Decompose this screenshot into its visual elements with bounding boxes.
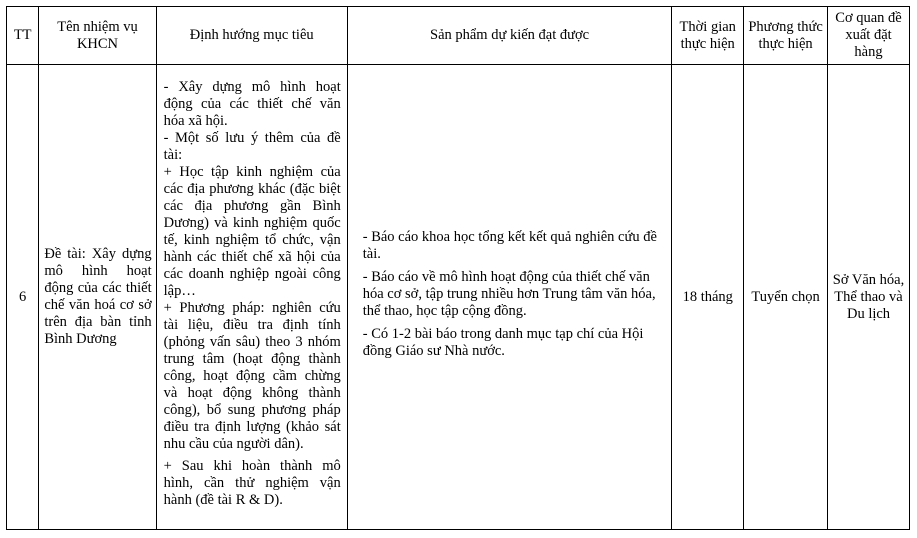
header-tt xyxy=(7,7,39,65)
header-product xyxy=(347,7,672,65)
header-tt-text: TT xyxy=(13,27,32,43)
cell-task-name xyxy=(39,65,156,530)
task-name-text: Đề tài: Xây dựng mô hình hoạt động của các thiết chế văn hoá cơ sở trên địa bàn tỉnh Bình Dương xyxy=(44,246,152,347)
row-number: 6 xyxy=(19,288,27,305)
task-table xyxy=(6,6,910,530)
header-method-text: Phương thức thực hiện xyxy=(748,18,823,52)
table-row xyxy=(7,65,910,530)
time-text: 18 tháng xyxy=(682,288,733,305)
goal-line: + Phương pháp: nghiên cứu tài liệu, điều tra định tính (phỏng vấn sâu) theo 3 nhóm trung tâm (hoạt động thành công, hoạt động cầm chừng và hoạt động không thành công), bổ sung phương pháp điều tra định lượng (khảo sát nhu cầu của người dân). xyxy=(163,300,341,452)
cell-tt xyxy=(7,65,39,530)
goal-line: + Sau khi hoàn thành mô hình, cần thử nghiệm vận hành (đề tài R & D). xyxy=(163,458,341,508)
header-task-name xyxy=(39,7,156,65)
document-page xyxy=(6,6,910,530)
header-agency-text: Cơ quan đề xuất đặt hàng xyxy=(835,10,902,60)
cell-goal xyxy=(156,65,347,530)
header-goal-text: Định hướng mục tiêu xyxy=(189,27,314,43)
goal-line: - Một số lưu ý thêm của đề tài: xyxy=(163,130,341,163)
cell-time xyxy=(672,65,744,530)
product-line: - Báo cáo khoa học tổng kết kết quả nghiên cứu đề tài. xyxy=(362,228,657,262)
header-time xyxy=(672,7,744,65)
cell-agency xyxy=(828,65,910,530)
header-time-text: Thời gian thực hiện xyxy=(679,18,736,52)
header-method xyxy=(744,7,828,65)
product-line: - Báo cáo về mô hình hoạt động của thiết chế văn hóa cơ sở, tập trung nhiều hơn Trung tâm văn hóa, thể thao, học tập cộng đồng. xyxy=(362,268,656,319)
header-agency xyxy=(828,7,910,65)
agency-text: Sở Văn hóa, Thể thao và Du lịch xyxy=(832,271,905,322)
header-goal xyxy=(156,7,347,65)
header-task-name-text: Tên nhiệm vụ KHCN xyxy=(57,18,138,52)
goal-line: - Xây dựng mô hình hoạt động của các thiết chế văn hóa xã hội. xyxy=(163,79,341,129)
product-line: - Có 1-2 bài báo trong danh mục tạp chí của Hội đồng Giáo sư Nhà nước. xyxy=(362,325,644,359)
table-header-row xyxy=(7,7,910,65)
goal-line: + Học tập kinh nghiệm của các địa phương khác (đặc biệt các địa phương gần Bình Dương) và kinh nghiệm quốc tế, kinh nghiệm tổ chức, vận hành các thiết chế xã hội của các doanh nghiệp ngoài công lập… xyxy=(163,164,341,299)
cell-product xyxy=(347,65,672,530)
header-product-text: Sản phẩm dự kiến đạt được xyxy=(430,27,590,43)
method-text: Tuyển chọn xyxy=(751,288,820,305)
cell-method xyxy=(744,65,828,530)
